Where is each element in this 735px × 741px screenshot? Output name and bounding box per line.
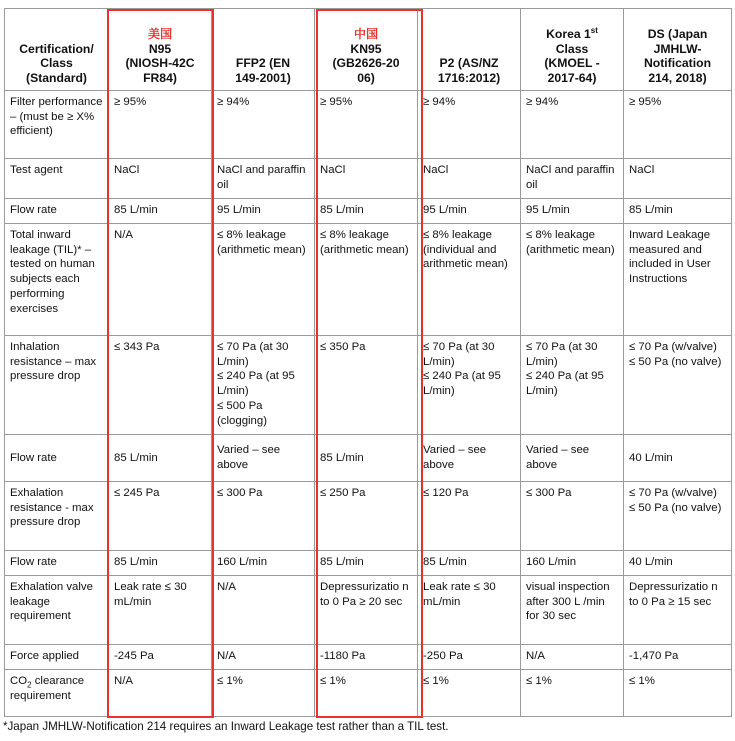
header-line: Notification <box>643 56 712 70</box>
table-cell: ≤ 300 Pa <box>521 482 624 551</box>
header-line: Class <box>40 56 73 70</box>
label-part: CO <box>10 675 28 687</box>
table-cell: ≤ 343 Pa <box>109 336 212 435</box>
row-label: Force applied <box>5 645 109 670</box>
table-row <box>5 670 732 717</box>
header-line: 214, 2018) <box>648 70 707 85</box>
row-label: Test agent <box>5 159 109 199</box>
table-row <box>5 482 732 551</box>
table-cell: Varied – see above <box>212 435 315 482</box>
table-cell: ≤ 120 Pa <box>418 482 521 551</box>
table-cell: Depressurizatio n to 0 Pa ≥ 20 sec <box>315 576 418 645</box>
table-cell: 85 L/min <box>624 199 732 224</box>
table-cell: -245 Pa <box>109 645 212 670</box>
table-cell: ≤ 8% leakage (individual and arithmetic mean) <box>418 224 521 336</box>
row-label: Inhalation resistance – max pressure drop <box>5 336 109 435</box>
table-cell: 95 L/min <box>212 199 315 224</box>
table-cell: Depressurizatio n to 0 Pa ≥ 15 sec <box>624 576 732 645</box>
header-line: Class <box>555 41 589 56</box>
table-cell: -1180 Pa <box>315 645 418 670</box>
table-cell: ≤ 300 Pa <box>212 482 315 551</box>
table-cell: ≥ 94% <box>418 91 521 159</box>
usa-label: 美国 <box>147 27 173 41</box>
table-cell: ≤ 1% <box>315 670 418 717</box>
table-cell: 85 L/min <box>109 435 212 482</box>
row-label: Flow rate <box>5 435 109 482</box>
table-cell: 85 L/min <box>315 435 418 482</box>
table-cell: -1,470 Pa <box>624 645 732 670</box>
table-cell: ≥ 94% <box>212 91 315 159</box>
label-part: clearance requirement <box>10 675 85 702</box>
table-cell: ≥ 95% <box>315 91 418 159</box>
table-cell: NaCl and paraffin oil <box>521 159 624 199</box>
table-cell: ≥ 94% <box>521 91 624 159</box>
table-cell: -250 Pa <box>418 645 521 670</box>
table-cell: 95 L/min <box>418 199 521 224</box>
table-cell: ≤ 70 Pa (w/valve) ≤ 50 Pa (no valve) <box>624 336 732 435</box>
header-line: DS (Japan <box>647 27 708 41</box>
table-cell: NaCl <box>624 159 732 199</box>
header-line: (Standard) <box>26 70 87 85</box>
table-cell: Varied – see above <box>418 435 521 482</box>
table-cell: NaCl <box>315 159 418 199</box>
table-cell: ≥ 95% <box>109 91 212 159</box>
table-cell: ≤ 70 Pa (w/valve) ≤ 50 Pa (no valve) <box>624 482 732 551</box>
table-cell: ≤ 1% <box>418 670 521 717</box>
subscript: 2 <box>27 680 32 690</box>
table-cell: ≤ 245 Pa <box>109 482 212 551</box>
table-cell: 85 L/min <box>109 199 212 224</box>
header-kn95 <box>315 9 418 91</box>
table-row <box>5 576 732 645</box>
table-cell: NaCl and paraffin oil <box>212 159 315 199</box>
header-line: (NIOSH-42C <box>125 56 195 70</box>
table-cell: 95 L/min <box>521 199 624 224</box>
table-cell: N/A <box>521 645 624 670</box>
table-cell: ≤ 70 Pa (at 30 L/min) ≤ 240 Pa (at 95 L/min) <box>521 336 624 435</box>
table-cell: 85 L/min <box>109 551 212 576</box>
header-line: FR84) <box>143 70 177 85</box>
header-line: JMHLW- <box>653 41 702 56</box>
table-cell: ≤ 8% leakage (arithmetic mean) <box>521 224 624 336</box>
header-certification <box>5 9 109 91</box>
table-cell: 85 L/min <box>418 551 521 576</box>
table-cell: 40 L/min <box>624 435 732 482</box>
header-line: Korea 1 <box>546 27 591 41</box>
table-cell: Inward Leakage measured and included in User Instructions <box>624 224 732 336</box>
table-cell: 85 L/min <box>315 199 418 224</box>
row-label <box>5 670 109 717</box>
table-cell: ≤ 8% leakage (arithmetic mean) <box>315 224 418 336</box>
table-cell: Leak rate ≤ 30 mL/min <box>418 576 521 645</box>
table-cell: 160 L/min <box>212 551 315 576</box>
header-ds-japan <box>624 9 732 91</box>
table-cell: Varied – see above <box>521 435 624 482</box>
table-cell: ≤ 1% <box>624 670 732 717</box>
table-row <box>5 336 732 435</box>
table-row <box>5 224 732 336</box>
header-line: 1716:2012) <box>437 70 501 85</box>
row-label: Flow rate <box>5 199 109 224</box>
table-cell: ≥ 95% <box>624 91 732 159</box>
comparison-table <box>4 8 732 717</box>
header-p2 <box>418 9 521 91</box>
table-cell: ≤ 8% leakage (arithmetic mean) <box>212 224 315 336</box>
header-n95 <box>109 9 212 91</box>
row-label: Total inward leakage (TIL)* – tested on human subjects each performing exercises <box>5 224 109 336</box>
table-row <box>5 551 732 576</box>
table-row <box>5 91 732 159</box>
superscript: st <box>590 25 598 35</box>
header-line: P2 (AS/NZ <box>439 56 499 70</box>
header-line: 2017-64) <box>547 70 597 85</box>
table-cell: ≤ 70 Pa (at 30 L/min) ≤ 240 Pa (at 95 L/min) ≤ 500 Pa (clogging) <box>212 336 315 435</box>
table-cell: visual inspection after 300 L /min for 30 sec <box>521 576 624 645</box>
china-label: 中国 <box>353 27 379 41</box>
row-label: Exhalation valve leakage requirement <box>5 576 109 645</box>
header-line: 06) <box>357 70 375 85</box>
header-line: (KMOEL - <box>544 56 600 70</box>
footnote: *Japan JMHLW-Notification 214 requires an Inward Leakage test rather than a TIL test. <box>3 720 449 733</box>
row-label: Filter performance – (must be ≥ X% efficient) <box>5 91 109 159</box>
table-cell: NaCl <box>109 159 212 199</box>
row-label: Flow rate <box>5 551 109 576</box>
table-cell: ≤ 70 Pa (at 30 L/min) ≤ 240 Pa (at 95 L/min) <box>418 336 521 435</box>
table-cell: 160 L/min <box>521 551 624 576</box>
table-cell: ≤ 1% <box>521 670 624 717</box>
table-cell: ≤ 1% <box>212 670 315 717</box>
table-cell: N/A <box>109 224 212 336</box>
table-cell: 85 L/min <box>315 551 418 576</box>
table-cell: N/A <box>212 576 315 645</box>
table-cell: N/A <box>212 645 315 670</box>
table-cell: NaCl <box>418 159 521 199</box>
table-cell: N/A <box>109 670 212 717</box>
header-korea <box>521 9 624 91</box>
header-line: Certification/ <box>19 41 94 56</box>
table-row <box>5 199 732 224</box>
table-row <box>5 159 732 199</box>
row-label: Exhalation resistance - max pressure drop <box>5 482 109 551</box>
header-line: KN95 <box>350 41 382 56</box>
header-line: (GB2626-20 <box>332 56 400 70</box>
header-line: FFP2 (EN <box>235 56 291 70</box>
table-cell: ≤ 250 Pa <box>315 482 418 551</box>
header-line: N95 <box>148 41 172 56</box>
header-row <box>5 9 732 91</box>
header-ffp2 <box>212 9 315 91</box>
table-row <box>5 435 732 482</box>
table-cell: 40 L/min <box>624 551 732 576</box>
table-cell: ≤ 350 Pa <box>315 336 418 435</box>
header-line: 149-2001) <box>235 70 291 85</box>
table-cell: Leak rate ≤ 30 mL/min <box>109 576 212 645</box>
table-row <box>5 645 732 670</box>
